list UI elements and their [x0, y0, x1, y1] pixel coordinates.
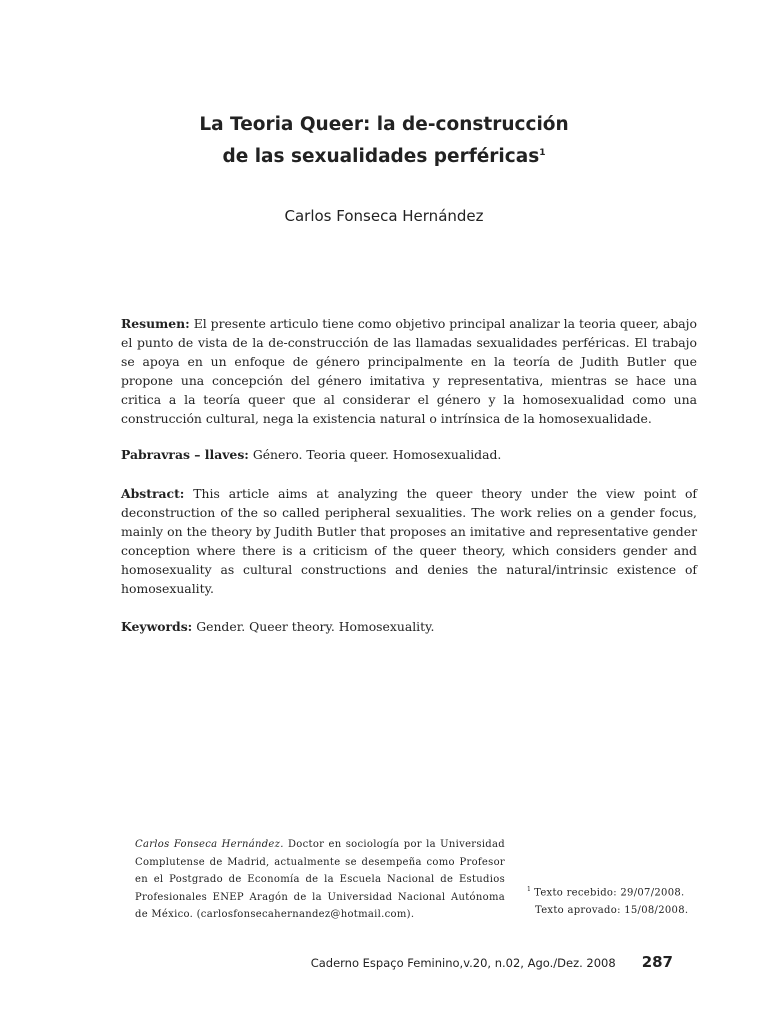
- palavras-label: Pabravras – llaves:: [121, 447, 249, 462]
- resumen-text: El presente articulo tiene como objetivo principal analizar la teoria queer, abajo el punto de vista de la de-construcción de las llamadas sexualidades perféricas. El trabajo se apoya en un enfoque de género principalmente en la teoría de Judith Butler que propone una concepción del género imitativa y representativa, mientras se hace una critica a la teoría queer que al considerar el género y la homosexualidad como una construcción cultural, nega la existencia natural o intrínsica de la homosexualidade.: [121, 316, 697, 426]
- title-footnote-mark: 1: [539, 148, 546, 158]
- keywords-paragraph: [121, 618, 697, 637]
- footnote-mark: 1: [527, 886, 532, 893]
- author-name: Carlos Fonseca Hernández: [284, 207, 484, 225]
- received-text: Texto recebido: 29/07/2008.: [534, 887, 685, 899]
- resumen-paragraph: [121, 315, 697, 428]
- palavras-text: Género. Teoria queer. Homosexualidad.: [252, 447, 502, 462]
- abstract-label: Abstract:: [121, 486, 185, 501]
- abstract-text: This article aims at analyzing the queer theory under the view point of deconstruction of the so called peripheral sexualities. The work relies on a gender focus, mainly on the theory by Judith Butler that proposes an imitative and representative gender conception where there is a criticism of the queer theory, which considers gender and homosexuality as cultural constructions and denies the natural/intrinsic existence of homosexuality.: [121, 486, 697, 596]
- bio-name: Carlos Fonseca Hernández.: [135, 839, 284, 850]
- resumen-label: Resumen:: [121, 316, 190, 331]
- keywords-text: Gender. Queer theory. Homosexuality.: [196, 619, 435, 634]
- footnote-received: [527, 881, 702, 902]
- author-bio: [135, 836, 505, 924]
- title-line-2-text: de las sexualidades perféricas: [222, 146, 540, 168]
- keywords-label: Keywords:: [121, 619, 193, 634]
- abstract-paragraph: [121, 485, 697, 598]
- palavras-chave-paragraph: [121, 446, 697, 465]
- journal-citation: Caderno Espaço Feminino,v.20, n.02, Ago./Dez. 2008: [310, 956, 616, 970]
- footnote-approved: Texto aprovado: 15/08/2008.: [535, 905, 689, 917]
- bio-text: Doctor en sociología por la Universidad Complutense de Madrid, actualmente se desempeña como Profesor en el Postgrado de Economía de la Escuela Nacional de Estudios Profesionales ENEP Aragón de la Universidad Nacional Autónoma de México. (carlosfonsecahernandez@hotmail.com).: [135, 839, 505, 920]
- title-line-2: [0, 139, 768, 171]
- page-number: 287: [641, 953, 673, 971]
- page-footer: [311, 953, 673, 971]
- footnote: [527, 881, 702, 920]
- title-line-1: La Teoria Queer: la de-construcción: [199, 114, 569, 135]
- article-title: [0, 110, 768, 171]
